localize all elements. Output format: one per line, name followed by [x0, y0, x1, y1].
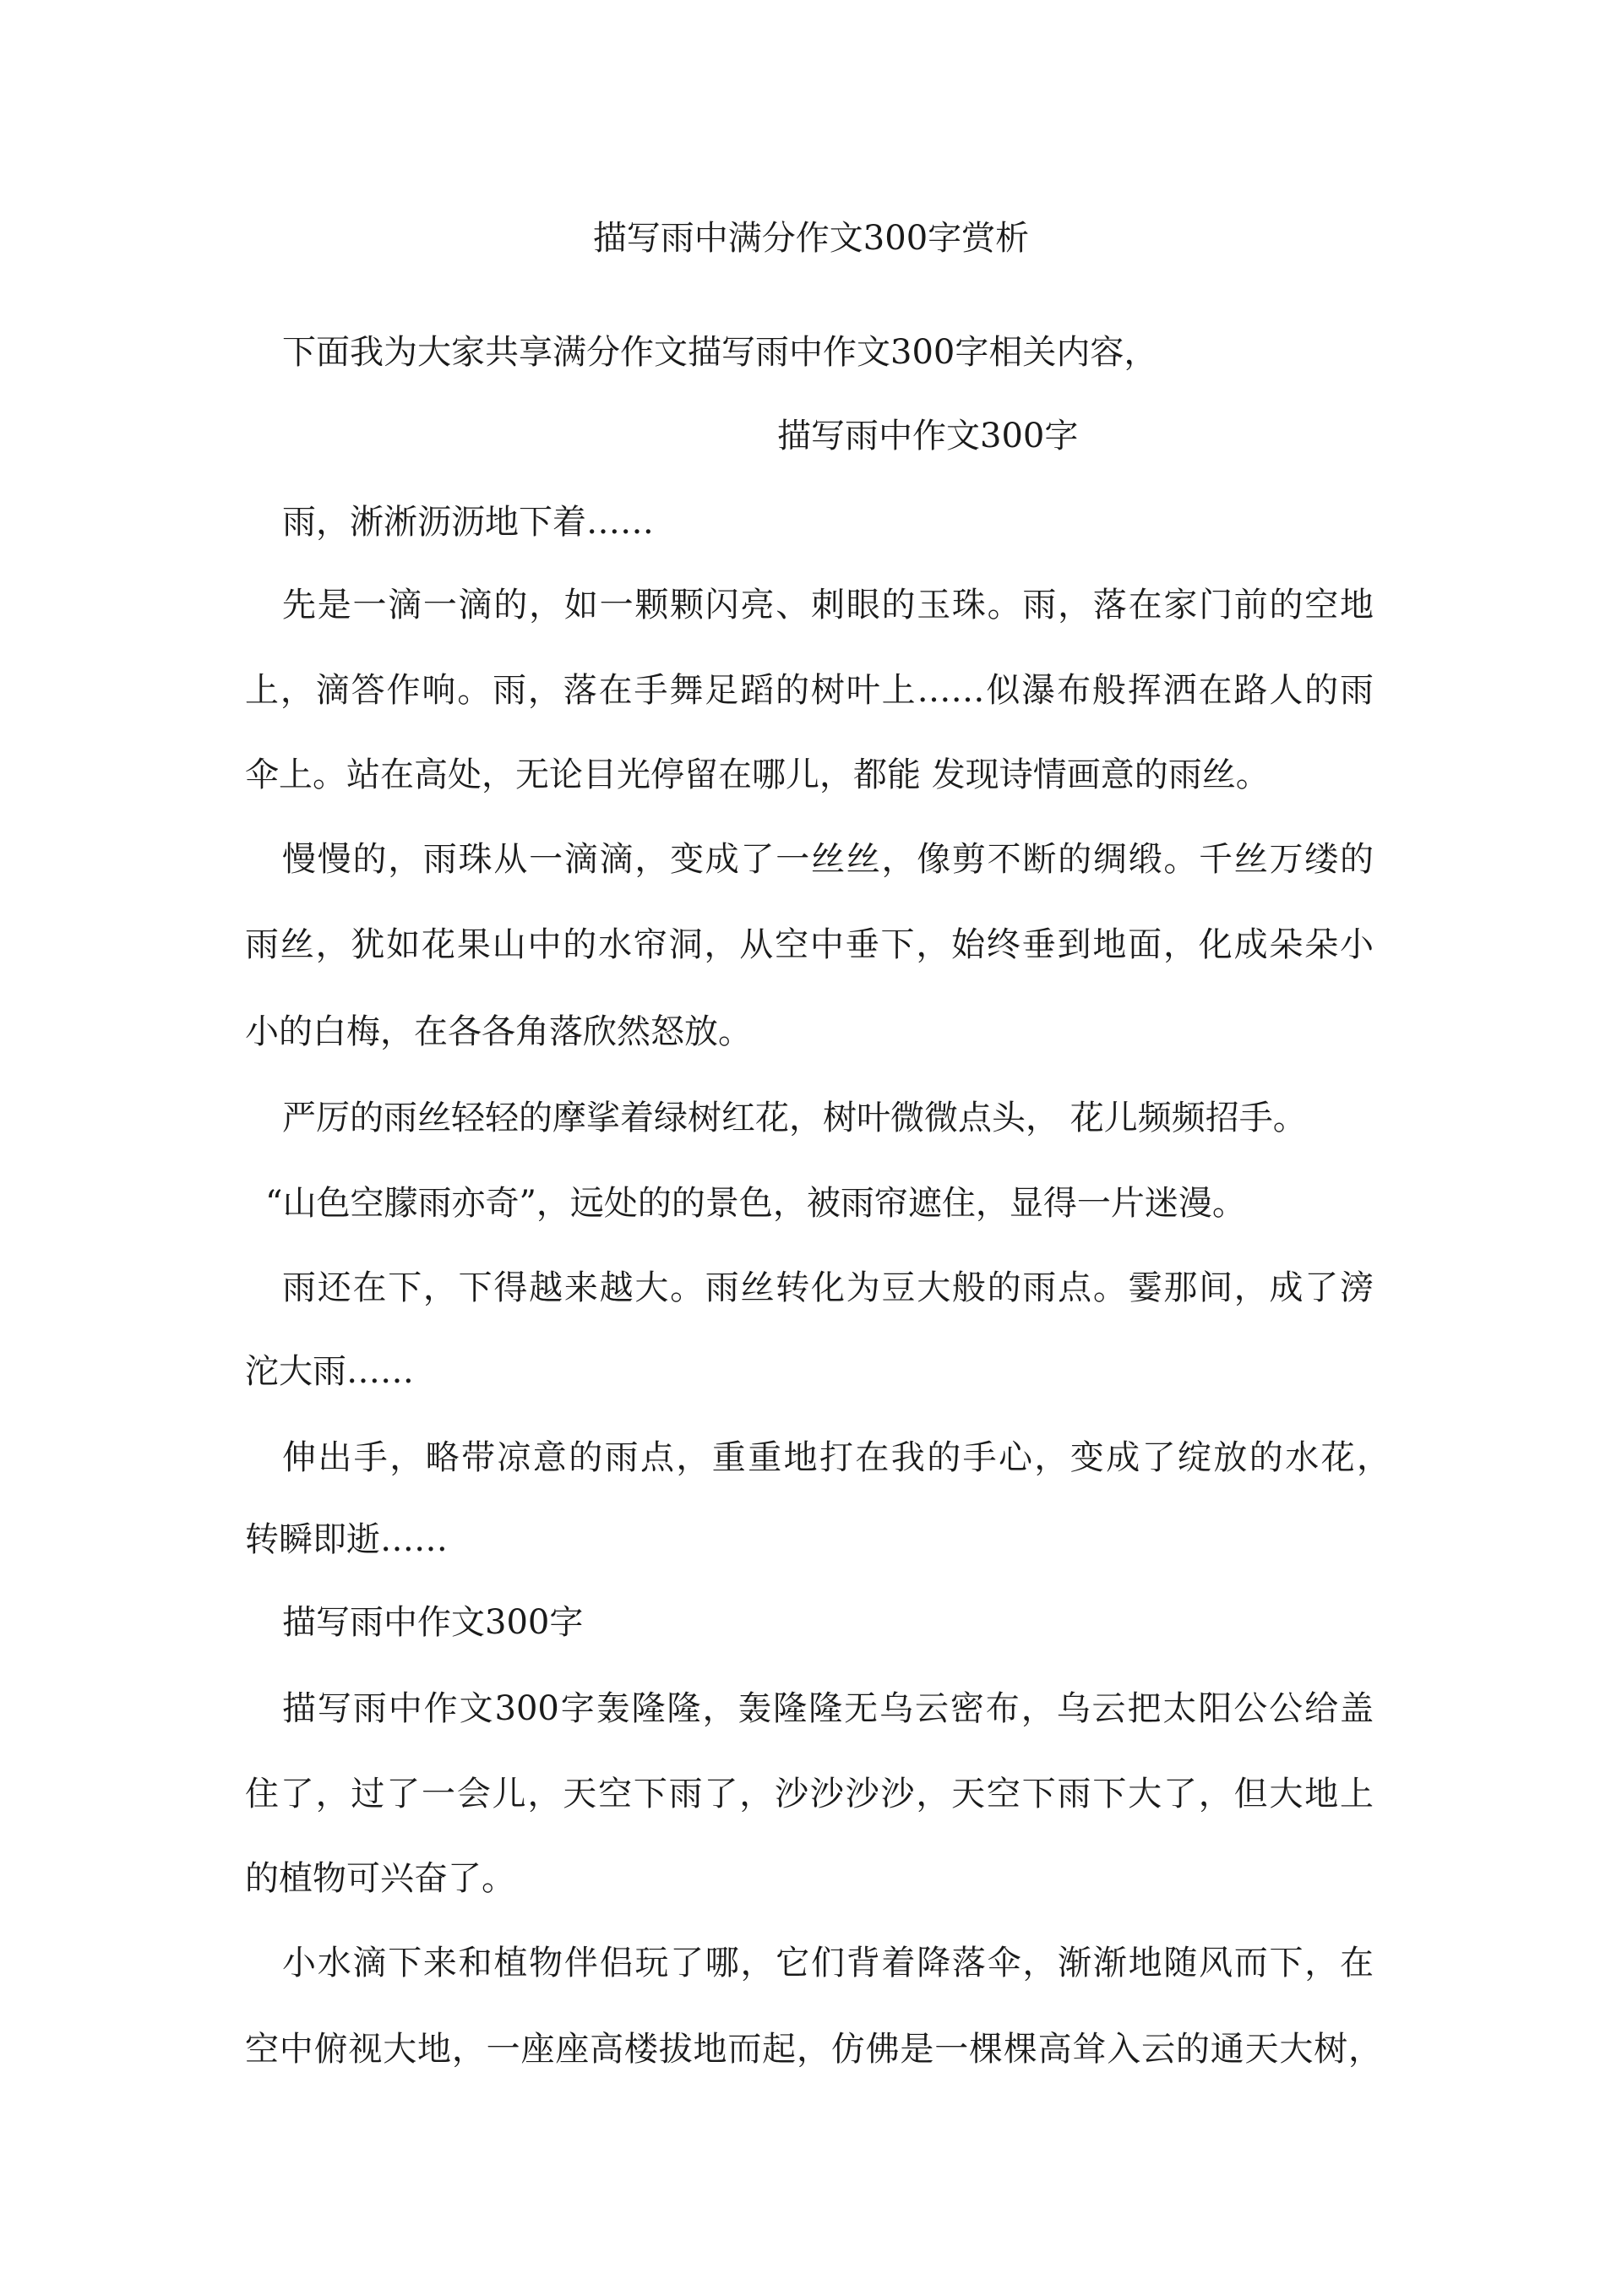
- document-title: 描写雨中满分作文300字赏析: [592, 219, 1030, 258]
- section-subtitle: 描写雨中作文300字: [777, 417, 1079, 455]
- paragraph-line: 沱大雨……: [245, 1352, 414, 1391]
- intro-line: 下面我为大家共享满分作文描写雨中作文300字相关内容，: [282, 333, 1158, 372]
- paragraph-line: 严厉的雨丝轻轻的摩挲着绿树红花，树叶微微点头， 花儿频频招手。: [282, 1099, 1307, 1137]
- paragraph-line: 小水滴下来和植物伴侣玩了哪，它们背着降落伞，渐渐地随风而下，在: [282, 1944, 1374, 1982]
- paragraph-line: 住了，过了一会儿，天空下雨了，沙沙沙沙，天空下雨下大了，但大地上: [245, 1775, 1374, 1813]
- paragraph-line: “山色空朦雨亦奇”，远处的的景色，被雨帘遮住，显得一片迷漫。: [265, 1184, 1246, 1223]
- paragraph-line: 伸出手，略带凉意的雨点，重重地打在我的手心，变成了绽放的水花，: [282, 1438, 1391, 1477]
- paragraph-line: 空中俯视大地，一座座高楼拔地而起，仿佛是一棵棵高耸入云的通天大树，: [245, 2030, 1382, 2069]
- section-heading: 描写雨中作文300字: [282, 1603, 584, 1642]
- paragraph-line: 描写雨中作文300字轰隆隆，轰隆隆无乌云密布，乌云把太阳公公给盖: [282, 1689, 1374, 1728]
- paragraph-line: 雨还在下，下得越来越大。雨丝转化为豆大般的雨点。霎那间，成了滂: [282, 1268, 1374, 1307]
- paragraph-line: 的植物可兴奋了。: [245, 1859, 515, 1898]
- paragraph-line: 雨丝，犹如花果山中的水帘洞，从空中垂下，始终垂到地面，化成朵朵小: [245, 925, 1374, 964]
- paragraph-line: 小的白梅，在各各角落欣然怒放。: [245, 1012, 752, 1051]
- paragraph-line: 上，滴答作响。雨，落在手舞足蹈的树叶上……似瀑布般挥洒在路人的雨: [245, 671, 1374, 710]
- paragraph-line: 伞上。站在高处，无论目光停留在哪儿，都能 发现诗情画意的雨丝。: [245, 755, 1270, 794]
- paragraph-line: 先是一滴一滴的，如一颗颗闪亮、刺眼的玉珠。雨，落在家门前的空地: [282, 586, 1374, 624]
- paragraph-line: 雨，淅淅沥沥地下着……: [282, 503, 654, 542]
- paragraph-line: 慢慢的，雨珠从一滴滴，变成了一丝丝，像剪不断的绸缎。千丝万缕的: [282, 840, 1374, 879]
- paragraph-line: 转瞬即逝……: [245, 1520, 448, 1559]
